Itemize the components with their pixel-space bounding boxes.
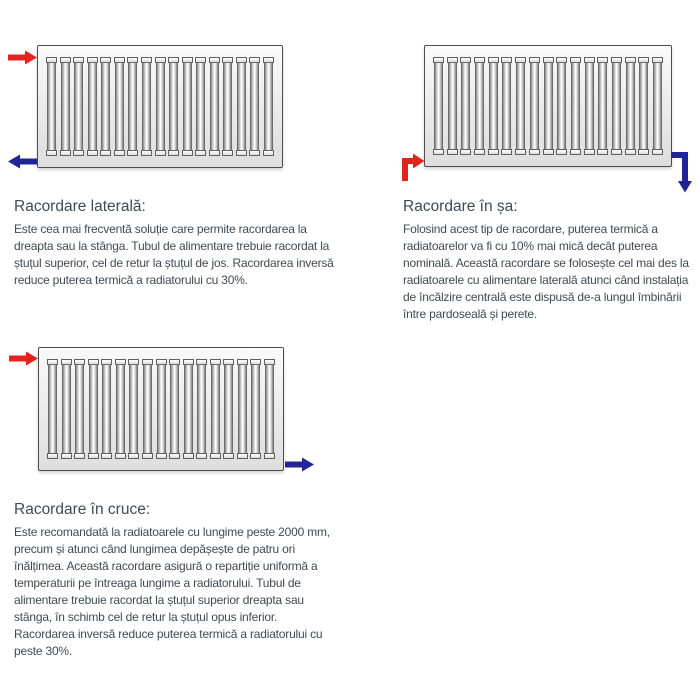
fin-pipe (237, 62, 246, 151)
radiator-fin (196, 359, 207, 459)
fin-pipe (62, 364, 71, 454)
fin-pipe (653, 62, 662, 150)
fin-bottom-tab (501, 149, 512, 155)
radiator-fin (101, 359, 112, 459)
fin-bottom-tab (570, 149, 581, 155)
fin-pipe (115, 62, 124, 151)
fin-pipe (142, 62, 151, 151)
radiator-fin (570, 57, 581, 155)
body-saddle: Folosind acest tip de racordare, puterea termică a radiatoarelor va fi cu 10% mai mică decât puterea nominală. Această racordare se folosește cel mai des la radiatoarele cu alimentare laterală atunci când instalația de încălzire centrală este dispusă de-a lungul îmbinării între pardoseală și perete. (403, 222, 689, 321)
radiator-fin (236, 57, 247, 156)
fin-bottom-tab (127, 150, 138, 156)
fin-pipe (250, 62, 259, 151)
fin-pipe (143, 364, 152, 454)
fin-bottom-tab (114, 150, 125, 156)
radiator-fin (447, 57, 458, 155)
heading-lateral: Racordare laterală: (14, 198, 146, 215)
fin-bottom-tab (529, 149, 540, 155)
radiator-fin (556, 57, 567, 155)
fin-pipe (475, 62, 484, 150)
fin-pipe (264, 62, 273, 151)
fin-pipe (129, 364, 138, 454)
radiator-fin (114, 57, 125, 156)
radiator-fin (169, 359, 180, 459)
fin-bottom-tab (74, 453, 85, 459)
return-arrow-shape (285, 458, 314, 472)
fin-bottom-tab (115, 453, 126, 459)
fin-bottom-tab (46, 150, 57, 156)
fin-pipe (461, 62, 470, 150)
fin-bottom-tab (250, 453, 261, 459)
body-lateral: Este cea mai frecventă soluție care permite racordarea la dreapta sau la stânga. Tubul de alimentare trebuie racordat la ștuțul superior, cel de retur la ștuțul de jos. Racordarea inversă reduce puterea termică a radiatorului cu 30%. (14, 222, 334, 287)
fin-pipe (116, 364, 125, 454)
fin-bottom-tab (209, 150, 220, 156)
radiator-fin (209, 57, 220, 156)
radiator-fin (250, 359, 261, 459)
fin-bottom-tab (249, 150, 260, 156)
radiator-fin (433, 57, 444, 155)
fin-bottom-tab (474, 149, 485, 155)
radiator-fin (222, 57, 233, 156)
radiator-fin (460, 57, 471, 155)
supply-arrow-icon (9, 350, 39, 367)
radiator-fin (223, 359, 234, 459)
radiator-fin (183, 359, 194, 459)
fin-pipe (516, 62, 525, 150)
radiator-fin (87, 57, 98, 156)
radiator-fin (638, 57, 649, 155)
fin-pipe (88, 62, 97, 151)
heading-saddle: Racordare în șa: (403, 198, 518, 215)
radiator-fin (237, 359, 248, 459)
radiator-fin (142, 359, 153, 459)
supply-arrow-shape (8, 51, 37, 65)
return-arrow-shape (671, 152, 692, 193)
fin-bottom-tab (195, 150, 206, 156)
fin-bottom-tab (515, 149, 526, 155)
radiator-fin (61, 359, 72, 459)
fin-pipe (47, 62, 56, 151)
fin-pipe (251, 364, 260, 454)
radiator-fin (263, 57, 274, 156)
radiator-fin (156, 359, 167, 459)
return-arrow-shape (8, 155, 37, 169)
fin-pipe (210, 62, 219, 151)
fin-bottom-tab (447, 149, 458, 155)
fin-pipe (101, 62, 110, 151)
radiator-fin (88, 359, 99, 459)
fin-pipe (571, 62, 580, 150)
radiator-cross (38, 347, 284, 471)
fin-pipe (626, 62, 635, 150)
radiator-fin (264, 359, 275, 459)
radiator-fin (611, 57, 622, 155)
radiator-fin (115, 359, 126, 459)
radiator-lateral (37, 45, 283, 168)
fin-bottom-tab (88, 453, 99, 459)
fin-bottom-tab (625, 149, 636, 155)
radiator-fin (249, 57, 260, 156)
radiator-fin (515, 57, 526, 155)
radiator-fin (210, 359, 221, 459)
radiator-fin (625, 57, 636, 155)
fin-pipe (639, 62, 648, 150)
fin-bottom-tab (168, 150, 179, 156)
fin-pipe (612, 62, 621, 150)
fin-bottom-tab (47, 453, 58, 459)
fin-bottom-tab (101, 453, 112, 459)
radiator-fins (47, 359, 275, 459)
fin-pipe (196, 62, 205, 151)
fin-bottom-tab (196, 453, 207, 459)
fin-pipe (598, 62, 607, 150)
radiator-fin (155, 57, 166, 156)
radiator-fin (501, 57, 512, 155)
supply-elbow-arrow-icon (399, 153, 425, 181)
fin-pipe (48, 364, 57, 454)
fin-bottom-tab (182, 150, 193, 156)
fin-pipe (156, 62, 165, 151)
fin-bottom-tab (73, 150, 84, 156)
fin-pipe (238, 364, 247, 454)
radiator-fin (488, 57, 499, 155)
fin-pipe (75, 364, 84, 454)
fin-bottom-tab (156, 453, 167, 459)
fin-pipe (102, 364, 111, 454)
radiator-fin (127, 57, 138, 156)
fin-bottom-tab (60, 150, 71, 156)
radiator-fin (74, 359, 85, 459)
fin-pipe (183, 62, 192, 151)
radiator-fin (584, 57, 595, 155)
fin-bottom-tab (460, 149, 471, 155)
radiator-fin (543, 57, 554, 155)
radiator-fins (46, 57, 274, 156)
fin-bottom-tab (638, 149, 649, 155)
radiator-fins (433, 57, 663, 155)
fin-bottom-tab (263, 150, 274, 156)
radiator-fin (474, 57, 485, 155)
fin-bottom-tab (652, 149, 663, 155)
fin-bottom-tab (142, 453, 153, 459)
fin-bottom-tab (597, 149, 608, 155)
fin-bottom-tab (100, 150, 111, 156)
fin-bottom-tab (236, 150, 247, 156)
fin-bottom-tab (141, 150, 152, 156)
fin-pipe (489, 62, 498, 150)
return-elbow-arrow-icon (671, 149, 698, 193)
fin-pipe (170, 364, 179, 454)
fin-pipe (223, 62, 232, 151)
supply-arrow-shape (402, 154, 425, 182)
fin-bottom-tab (183, 453, 194, 459)
radiator-fin (168, 57, 179, 156)
fin-bottom-tab (169, 453, 180, 459)
radiator-fin (128, 359, 139, 459)
radiator-fin (73, 57, 84, 156)
fin-pipe (61, 62, 70, 151)
radiator-fin (529, 57, 540, 155)
fin-bottom-tab (222, 150, 233, 156)
fin-bottom-tab (61, 453, 72, 459)
fin-bottom-tab (433, 149, 444, 155)
fin-pipe (265, 364, 274, 454)
fin-bottom-tab (543, 149, 554, 155)
fin-pipe (585, 62, 594, 150)
fin-pipe (448, 62, 457, 150)
fin-bottom-tab (87, 150, 98, 156)
fin-pipe (197, 364, 206, 454)
fin-pipe (89, 364, 98, 454)
fin-pipe (74, 62, 83, 151)
radiator-fin (60, 57, 71, 156)
radiator-fin (652, 57, 663, 155)
heading-cross: Racordare în cruce: (14, 501, 151, 518)
fin-pipe (169, 62, 178, 151)
radiator-fin (182, 57, 193, 156)
fin-bottom-tab (556, 149, 567, 155)
fin-bottom-tab (223, 453, 234, 459)
supply-arrow-icon (8, 49, 38, 66)
fin-pipe (224, 364, 233, 454)
fin-pipe (128, 62, 137, 151)
fin-bottom-tab (155, 150, 166, 156)
fin-bottom-tab (210, 453, 221, 459)
radiator-fin (46, 57, 57, 156)
fin-bottom-tab (237, 453, 248, 459)
body-cross: Este recomandată la radiatoarele cu lungime peste 2000 mm, precum și atunci când lungimea depășește de patru ori înălțimea. Această racordare asigură o repartiție uniformă a temperaturii pe întreaga lungime a radiatorului. Tubul de alimentare trebuie racordat la ștuțul superior dreapta sau stânga, în schimb cel de retur la ștuțul opus inferior. Racordarea inversă reduce puterea termică a radiatorului cu peste 30%. (14, 525, 330, 658)
radiator-fin (47, 359, 58, 459)
fin-pipe (544, 62, 553, 150)
fin-bottom-tab (611, 149, 622, 155)
supply-arrow-shape (9, 352, 38, 366)
return-arrow-icon (285, 456, 315, 473)
fin-bottom-tab (264, 453, 275, 459)
fin-bottom-tab (584, 149, 595, 155)
fin-pipe (434, 62, 443, 150)
fin-pipe (502, 62, 511, 150)
fin-pipe (557, 62, 566, 150)
fin-pipe (157, 364, 166, 454)
fin-bottom-tab (488, 149, 499, 155)
fin-pipe (211, 364, 220, 454)
radiator-fin (141, 57, 152, 156)
radiator-saddle (424, 45, 672, 167)
fin-pipe (184, 364, 193, 454)
fin-pipe (530, 62, 539, 150)
return-arrow-icon (7, 153, 37, 170)
radiator-fin (195, 57, 206, 156)
radiator-fin (597, 57, 608, 155)
fin-bottom-tab (128, 453, 139, 459)
radiator-fin (100, 57, 111, 156)
